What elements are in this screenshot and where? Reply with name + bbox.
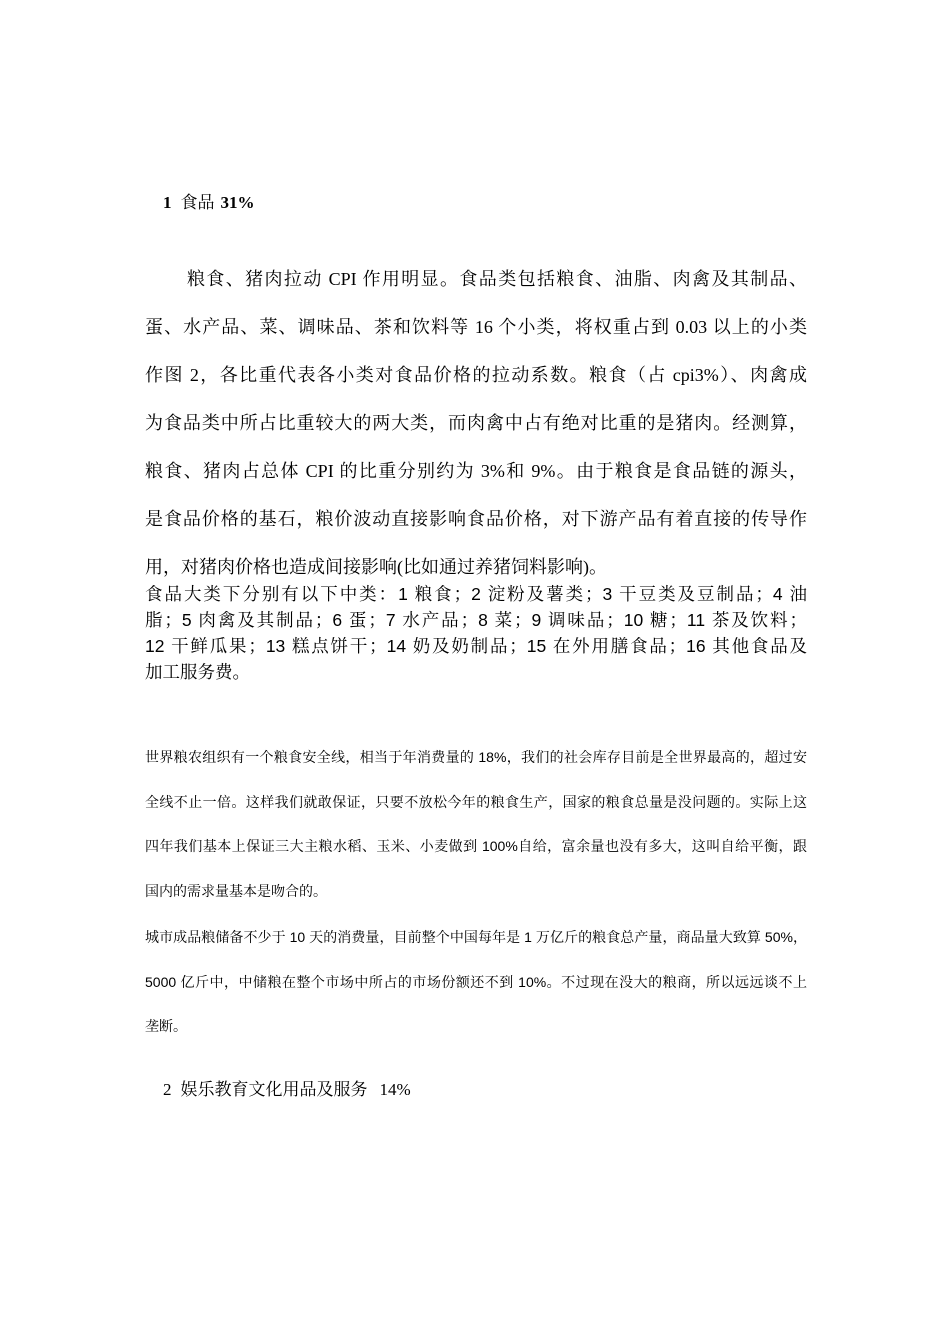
paragraph-line: 脂；5 肉禽及其制品；6 蛋；7 水产品；8 菜；9 调味品；10 糖；11 茶及饮料； (145, 610, 807, 630)
paragraph-line: 加工服务费。 (145, 662, 250, 682)
paragraph-line: 用，对猪肉价格也造成间接影响(比如通过养猪饲料影响)。 (145, 557, 607, 577)
paragraph-line: 食品大类下分别有以下中类：1 粮食；2 淀粉及薯类；3 干豆类及豆制品；4 油 (145, 584, 807, 604)
paragraph-grain-safety-line (145, 735, 807, 913)
paragraph-line: 全线不止一倍。这样我们就敢保证，只要不放松今年的粮食生产，国家的粮食总量是没问题的。实际上这 (145, 793, 807, 810)
paragraph-line: 国内的需求量基本是吻合的。 (145, 882, 327, 899)
paragraph-line: 作图 2，各比重代表各小类对食品价格的拉动系数。粮食（占 cpi3%）、肉禽成 (145, 365, 807, 385)
section-number: 2 (163, 1080, 172, 1099)
paragraph-line: 12 干鲜瓜果；13 糕点饼干；14 奶及奶制品；15 在外用膳食品；16 其他食品及 (145, 636, 807, 656)
paragraph-line: 四年我们基本上保证三大主粮水稻、玉米、小麦做到 100%自给，富余量也没有多大，这叫自给平衡，跟 (145, 838, 807, 855)
paragraph-line: 粮食、猪肉占总体 CPI 的比重分别约为 3%和 9%。由于粮食是食品链的源头， (145, 461, 807, 481)
paragraph-grain-reserve (145, 915, 807, 1049)
paragraph-line: 粮食、猪肉拉动 CPI 作用明显。食品类包括粮食、油脂、肉禽及其制品、 (187, 269, 807, 289)
paragraph-food-overview (145, 255, 807, 591)
section-title: 食品 (180, 193, 215, 212)
paragraph-line: 城市成品粮储备不少于 10 天的消费量，目前整个中国每年是 1 万亿斤的粮食总产量，商品量大致算 50%， (145, 929, 807, 945)
paragraph-line: 世界粮农组织有一个粮食安全线，相当于年消费量的 18%，我们的社会库存目前是全世界最高的，超过安 (145, 749, 807, 765)
paragraph-line: 为食品类中所占比重较大的两大类，而肉禽中占有绝对比重的是猪肉。经测算， (145, 413, 807, 433)
paragraph-line: 5000 亿斤中，中储粮在整个市场中所占的市场份额还不到 10%。不过现在没大的粮商，所以远远谈不上 (145, 973, 807, 990)
paragraph-line: 是食品价格的基石，粮价波动直接影响食品价格，对下游产品有着直接的传导作 (145, 509, 807, 529)
section-heading-food (163, 190, 255, 216)
section-weight: 31% (220, 193, 255, 212)
paragraph-food-subcategories (145, 581, 807, 685)
section-heading-entertainment (163, 1077, 411, 1103)
paragraph-line: 垄断。 (145, 1018, 187, 1034)
section-weight: 14% (379, 1080, 411, 1099)
section-title: 娱乐教育文化用品及服务 (180, 1080, 368, 1099)
paragraph-line: 蛋、水产品、菜、调味品、茶和饮料等 16 个小类，将权重占到 0.03 以上的小类 (145, 317, 807, 337)
section-number: 1 (163, 193, 172, 212)
